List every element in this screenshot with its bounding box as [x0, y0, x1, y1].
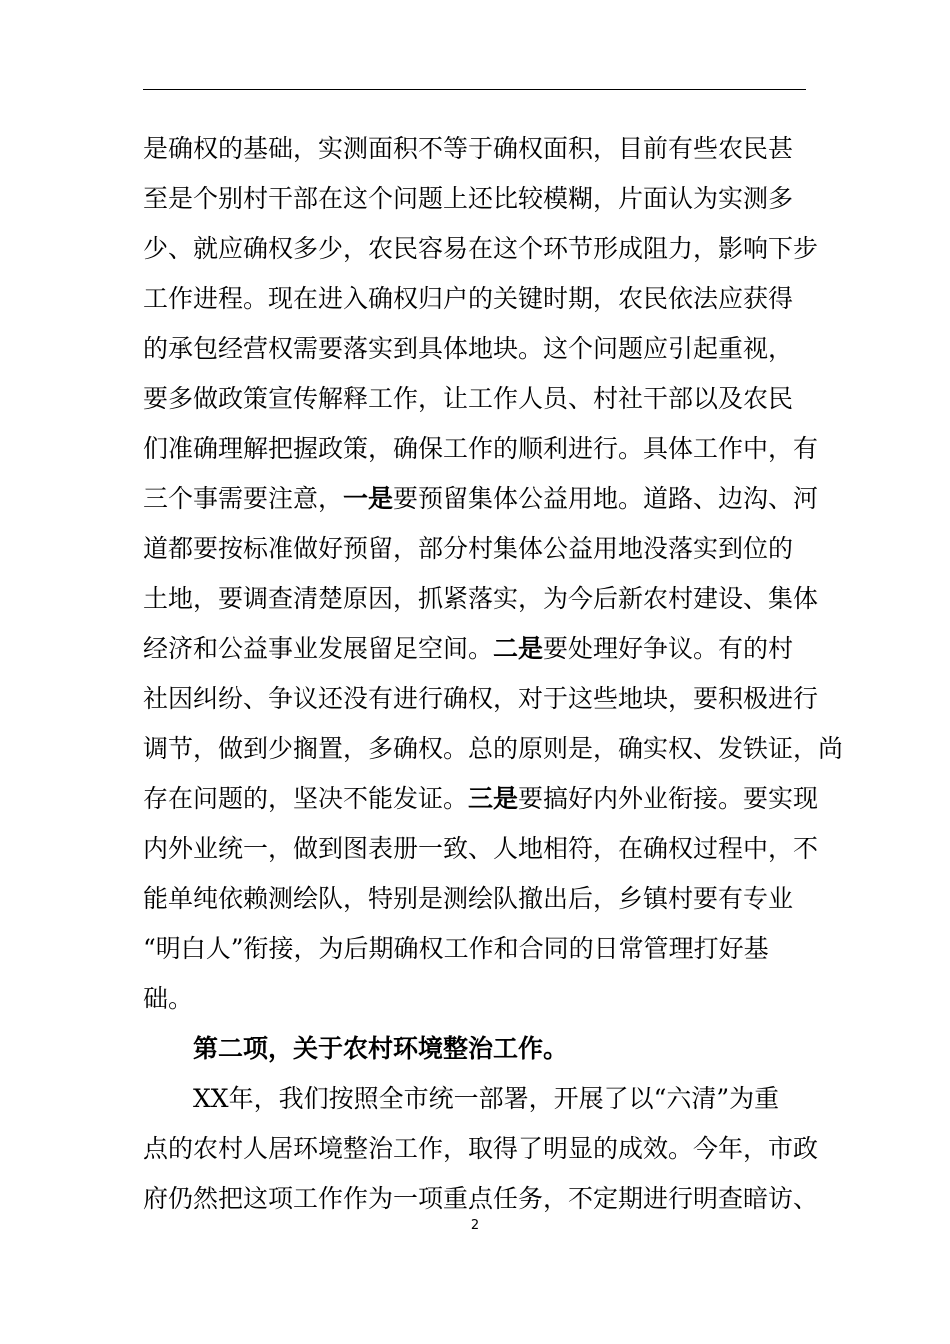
paragraph-line [143, 474, 819, 524]
text-segment: 府仍然把这项工作作为一项重点任务，不定期进行明查暗访、 [143, 1184, 819, 1213]
text-segment: “明白人”衔接，为后期确权工作和合同的日常管理打好基 [143, 934, 769, 963]
paragraph-line [143, 574, 819, 624]
text-segment: 经济和公益事业发展留足空间。 [143, 634, 494, 663]
bold-text-segment: 第二项，关于农村环境整治工作。 [193, 1034, 569, 1063]
paragraph-line [143, 524, 807, 574]
text-segment: 调节，做到少搁置，多确权。总的原则是，确实权、发铁证，尚 [143, 734, 844, 763]
text-segment: 础。 [143, 984, 194, 1013]
paragraph-line [143, 624, 807, 674]
text-segment: 存在问题的，坚决不能发证。 [143, 784, 469, 813]
text-segment: 能单纯依赖测绘队，特别是测绘队撤出后，乡镇村要有专业 [143, 884, 794, 913]
paragraph-line [143, 874, 807, 924]
text-segment: 要多做政策宣传解释工作，让工作人员、村社干部以及农民 [143, 384, 794, 413]
text-segment: XX年，我们按照全市统一部署，开展了以“六清”为重 [193, 1084, 780, 1113]
text-segment: 要预留集体公益用地。道路、边沟、河 [393, 484, 819, 513]
paragraph-line [143, 674, 819, 724]
paragraph-line [143, 274, 807, 324]
bold-text-segment: 三是 [468, 784, 519, 813]
paragraph-line [143, 374, 807, 424]
header-rule [143, 89, 806, 90]
paragraph-line [143, 824, 819, 874]
paragraph-line [143, 424, 819, 474]
paragraph-line [143, 774, 819, 824]
text-segment: 要处理好争议。有的村 [543, 634, 794, 663]
text-segment: 的承包经营权需要落实到具体地块。这个问题应引起重视， [143, 334, 794, 363]
paragraph-line [143, 1074, 807, 1124]
text-segment: 社因纠纷、争议还没有进行确权，对于这些地块，要积极进行 [143, 684, 819, 713]
paragraph-line [143, 224, 819, 274]
paragraph-line [143, 1174, 819, 1224]
paragraph-line [143, 124, 807, 174]
text-segment: 是确权的基础，实测面积不等于确权面积，目前有些农民甚 [143, 134, 794, 163]
bold-text-segment: 二是 [493, 634, 544, 663]
text-segment: 内外业统一，做到图表册一致、人地相符，在确权过程中，不 [143, 834, 819, 863]
text-segment: 少、就应确权多少，农民容易在这个环节形成阻力，影响下步 [143, 234, 819, 263]
page-number: 2 [470, 1218, 480, 1233]
text-segment: 要搞好内外业衔接。要实现 [518, 784, 819, 813]
paragraph-line [143, 1124, 819, 1174]
text-segment: 三个事需要注意， [143, 484, 344, 513]
section-heading [143, 1024, 807, 1074]
paragraph-line [143, 174, 807, 224]
text-segment: 道都要按标准做好预留，部分村集体公益用地没落实到位的 [143, 534, 794, 563]
bold-text-segment: 一是 [343, 484, 394, 513]
document-body [143, 124, 844, 1224]
text-segment: 工作进程。现在进入确权归户的关键时期，农民依法应获得 [143, 284, 794, 313]
paragraph-line [143, 724, 844, 774]
paragraph-line [143, 924, 807, 974]
paragraph-line [143, 974, 807, 1024]
paragraph-line [143, 324, 807, 374]
text-segment: 们准确理解把握政策，确保工作的顺利进行。具体工作中，有 [143, 434, 819, 463]
text-segment: 点的农村人居环境整治工作，取得了明显的成效。今年，市政 [143, 1134, 819, 1163]
text-segment: 至是个别村干部在这个问题上还比较模糊，片面认为实测多 [143, 184, 794, 213]
text-segment: 土地，要调查清楚原因，抓紧落实，为今后新农村建设、集体 [143, 584, 819, 613]
